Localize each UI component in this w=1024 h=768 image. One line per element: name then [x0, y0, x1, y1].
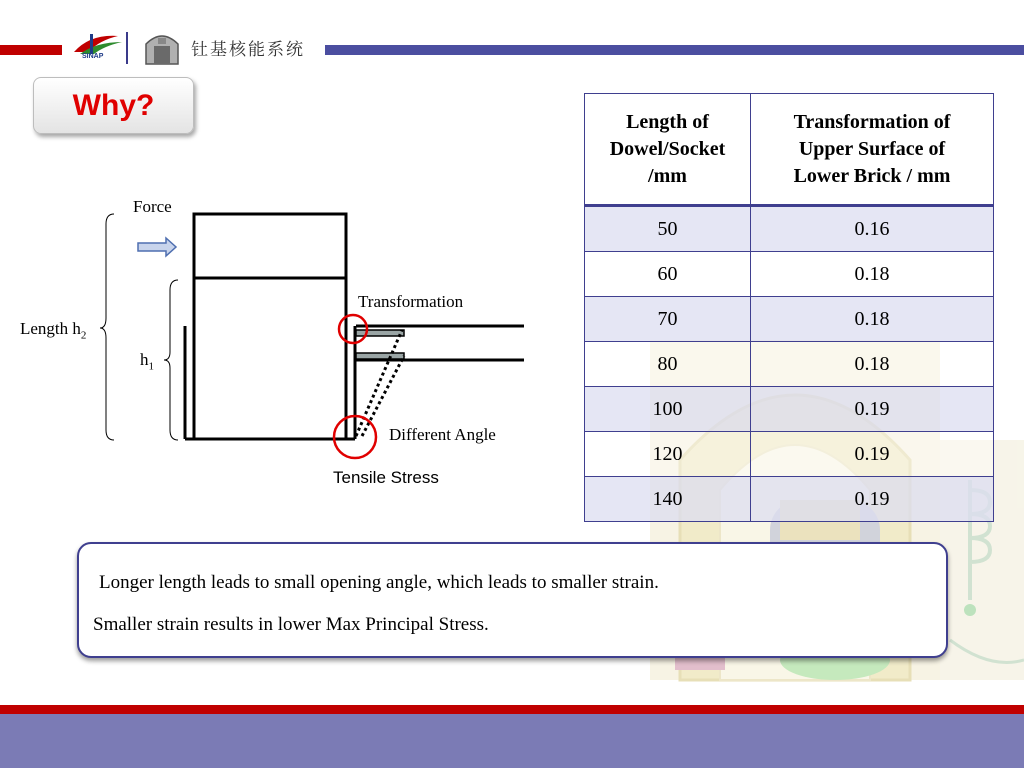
logo-text: SINAP — [82, 53, 104, 60]
why-title-button[interactable]: Why? — [33, 77, 194, 134]
table-row — [585, 206, 994, 252]
transformation-label: Transformation — [358, 292, 464, 311]
h1-label — [140, 350, 154, 372]
transformation-band — [356, 330, 404, 336]
header-length-line: /mm — [648, 164, 687, 187]
transformation-cell: 0.19 — [751, 432, 994, 477]
transformation-cell: 0.16 — [751, 206, 994, 252]
transformation-band-lower — [356, 353, 404, 359]
transformation-cell: 0.18 — [751, 297, 994, 342]
different-angle-label: Different Angle — [389, 425, 496, 444]
transformation-cell: 0.18 — [751, 342, 994, 387]
dowel-body — [185, 278, 355, 439]
header-length-line: Length of — [626, 110, 709, 133]
h1-brace — [164, 280, 178, 440]
length-label-text: Length h — [20, 319, 81, 338]
table-row — [585, 432, 994, 477]
footer-blue-bar — [0, 714, 1024, 768]
table-row — [585, 252, 994, 297]
transformation-cell: 0.18 — [751, 252, 994, 297]
upper-brick — [194, 214, 346, 278]
length-cell: 70 — [585, 297, 751, 342]
length-cell: 120 — [585, 432, 751, 477]
results-table — [584, 93, 994, 522]
force-label: Force — [133, 197, 172, 216]
tensile-stress-label: Tensile Stress — [333, 468, 439, 487]
h1-label-subscript: 1 — [148, 360, 154, 373]
transformation-cell: 0.19 — [751, 387, 994, 432]
transformation-marker-circle — [339, 315, 367, 343]
table-row — [585, 342, 994, 387]
conclusion-line-1: Longer length leads to small opening angle, which leads to smaller strain. — [99, 572, 659, 593]
angle-dotted-lines — [356, 330, 404, 436]
header-transformation-line: Transformation of — [793, 110, 951, 133]
length-label-subscript: 2 — [80, 329, 87, 342]
table-row — [585, 477, 994, 522]
h1-label-text: h — [140, 350, 149, 369]
length-h2-brace — [100, 214, 114, 440]
length-cell: 100 — [585, 387, 751, 432]
length-cell: 80 — [585, 342, 751, 387]
length-h2-label — [20, 319, 86, 341]
header-transformation-line: Lower Brick / mm — [793, 164, 951, 187]
header-length-line: Dowel/Socket — [609, 137, 726, 160]
table-header-row — [585, 94, 994, 206]
header-transformation — [751, 94, 994, 206]
header-transformation-line: Upper Surface of — [798, 137, 946, 160]
conclusion-box — [77, 542, 948, 658]
table-row — [585, 387, 994, 432]
conclusion-line-2: Smaller strain results in lower Max Principal Stress. — [93, 614, 489, 635]
length-cell: 60 — [585, 252, 751, 297]
length-cell: 50 — [585, 206, 751, 252]
transformation-cell: 0.19 — [751, 477, 994, 522]
footer-red-bar — [0, 705, 1024, 714]
table-row — [585, 297, 994, 342]
header-length — [585, 94, 751, 206]
force-arrow-icon — [138, 238, 176, 256]
system-name: 钍基核能系统 — [191, 40, 305, 60]
dowel-diagram — [0, 0, 600, 500]
length-cell: 140 — [585, 477, 751, 522]
